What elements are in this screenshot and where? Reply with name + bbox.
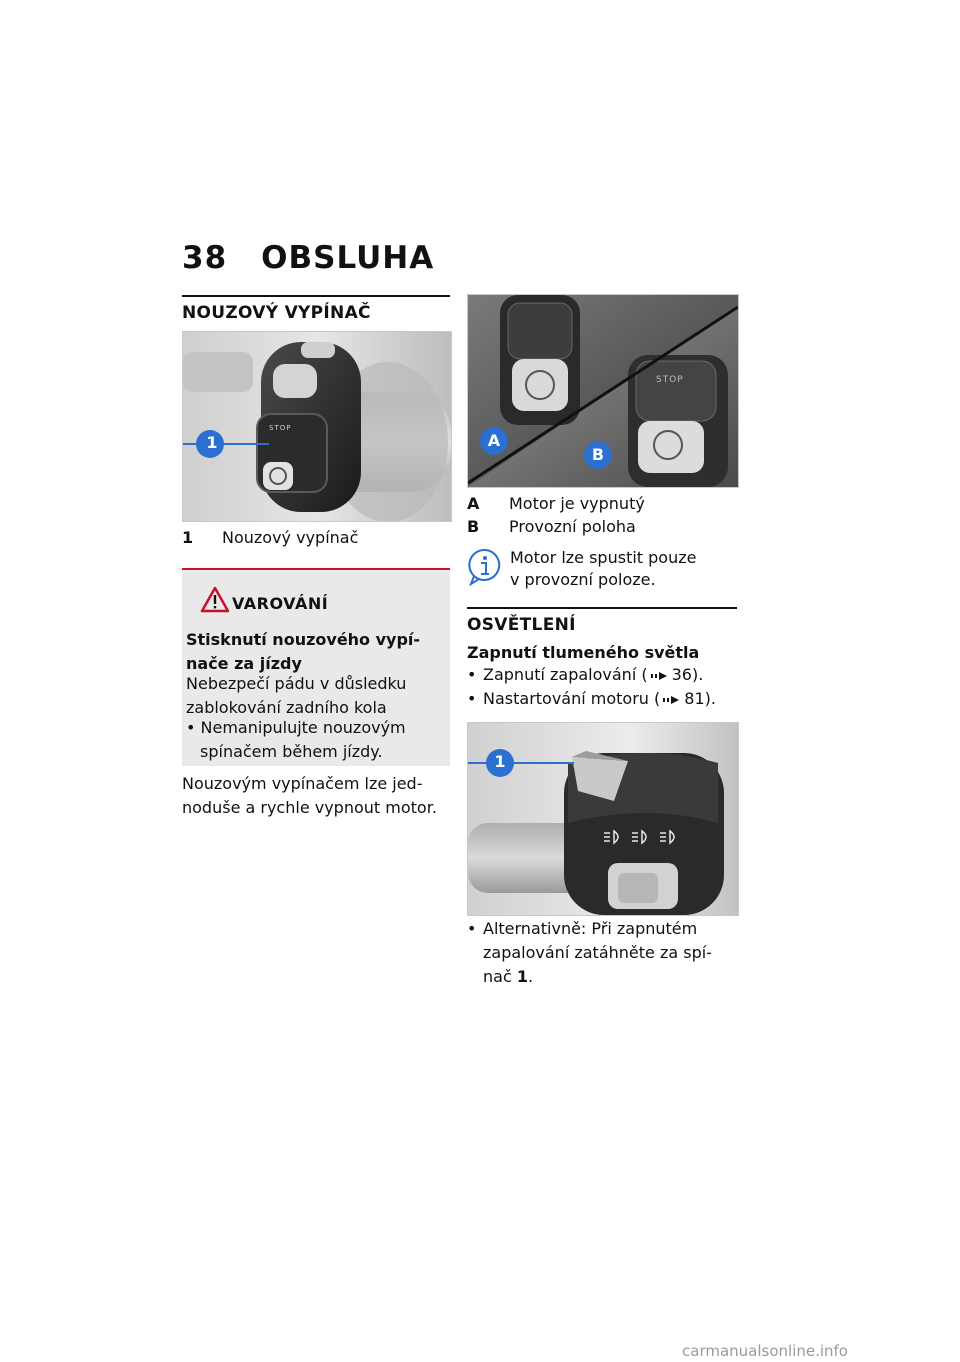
bullet-dot: • — [467, 665, 477, 684]
legend-key: A — [467, 494, 480, 513]
bullet-dot: • — [186, 718, 196, 737]
emergency-switch-illustration — [183, 332, 451, 521]
warning-triangle-icon — [200, 586, 230, 613]
warning-headline-line2: nače za jízdy — [186, 654, 302, 673]
step-text: Nastartování motoru ( 81). — [483, 689, 716, 708]
legend-row — [467, 492, 737, 515]
paragraph-line2: noduše a rychle vypnout motor. — [182, 798, 437, 817]
page-header — [182, 240, 434, 276]
legend-text: Motor je vypnutý — [509, 494, 645, 513]
alt-line1: Alternativně: Při zapnutém — [483, 919, 698, 938]
watermark: carmanualsonline.info — [682, 1342, 848, 1360]
stop-label: STOP — [656, 375, 684, 385]
section-title-lighting: OSVĚTLENÍ — [467, 615, 576, 635]
page-reference[interactable]: 36 — [671, 665, 692, 684]
warning-box — [182, 568, 450, 766]
alt-line2: zapalování zatáhněte za spí- — [483, 943, 712, 962]
legend-text: Provozní poloha — [509, 517, 636, 536]
legend-text: Nouzový vypínač — [222, 528, 359, 547]
list-item — [467, 687, 737, 711]
emergency-switch-photo — [182, 331, 452, 522]
callout-a: A — [487, 431, 501, 450]
alternative-step — [467, 917, 737, 989]
subsection-title: Zapnutí tlumeného světla — [467, 643, 700, 662]
legend-key: 1 — [182, 528, 194, 547]
warning-text-line1: Nebezpečí pádu v důsledku — [186, 674, 407, 693]
warning-bullet-line2: spínačem během jízdy. — [200, 742, 383, 761]
warning-text-line2: zablokování zadního kola — [186, 698, 387, 717]
legend-key: B — [467, 517, 480, 536]
warning-bullet-line1: Nemanipulujte nouzovým — [200, 718, 406, 737]
callout-b: B — [591, 445, 605, 464]
info-icon — [468, 548, 502, 586]
callout-1: 1 — [494, 752, 506, 771]
list-item — [467, 663, 737, 687]
section-rule — [182, 295, 450, 297]
step-text: Zapnutí zapalování ( 36). — [483, 665, 704, 684]
callout-1: 1 — [206, 433, 218, 452]
legend-row — [182, 526, 450, 549]
page-reference[interactable]: 81 — [684, 689, 705, 708]
info-line2: v provozní poloze. — [510, 570, 656, 589]
paragraph-line1: Nouzovým vypínačem lze jed- — [182, 774, 423, 793]
low-beam-switch-photo — [467, 722, 739, 916]
bullet-dot: • — [467, 689, 477, 708]
section-title-emergency-switch: NOUZOVÝ VYPÍNAČ — [182, 303, 371, 323]
page-reference-arrow-icon — [663, 694, 681, 706]
figure-legend — [467, 492, 737, 538]
page-reference-arrow-icon — [651, 670, 669, 682]
alt-line3: nač 1. — [483, 967, 534, 986]
figure-legend — [182, 526, 450, 549]
bullet-dot: • — [467, 919, 477, 938]
legend-row — [467, 515, 737, 538]
page-number: 38 — [182, 240, 228, 276]
page-title: OBSLUHA — [261, 240, 435, 276]
warning-headline-line1: Stisknutí nouzového vypí- — [186, 630, 421, 649]
info-line1: Motor lze spustit pouze — [510, 548, 697, 567]
stop-label: STOP — [269, 424, 292, 432]
warning-title: VAROVÁNÍ — [232, 594, 329, 613]
start-switch-photo — [467, 294, 739, 488]
steps-list — [467, 663, 737, 711]
warning-bullet — [186, 716, 406, 740]
section-rule — [467, 607, 737, 609]
component-reference: 1 — [516, 967, 528, 986]
low-beam-switch-illustration — [468, 723, 738, 915]
list-item — [467, 917, 737, 941]
